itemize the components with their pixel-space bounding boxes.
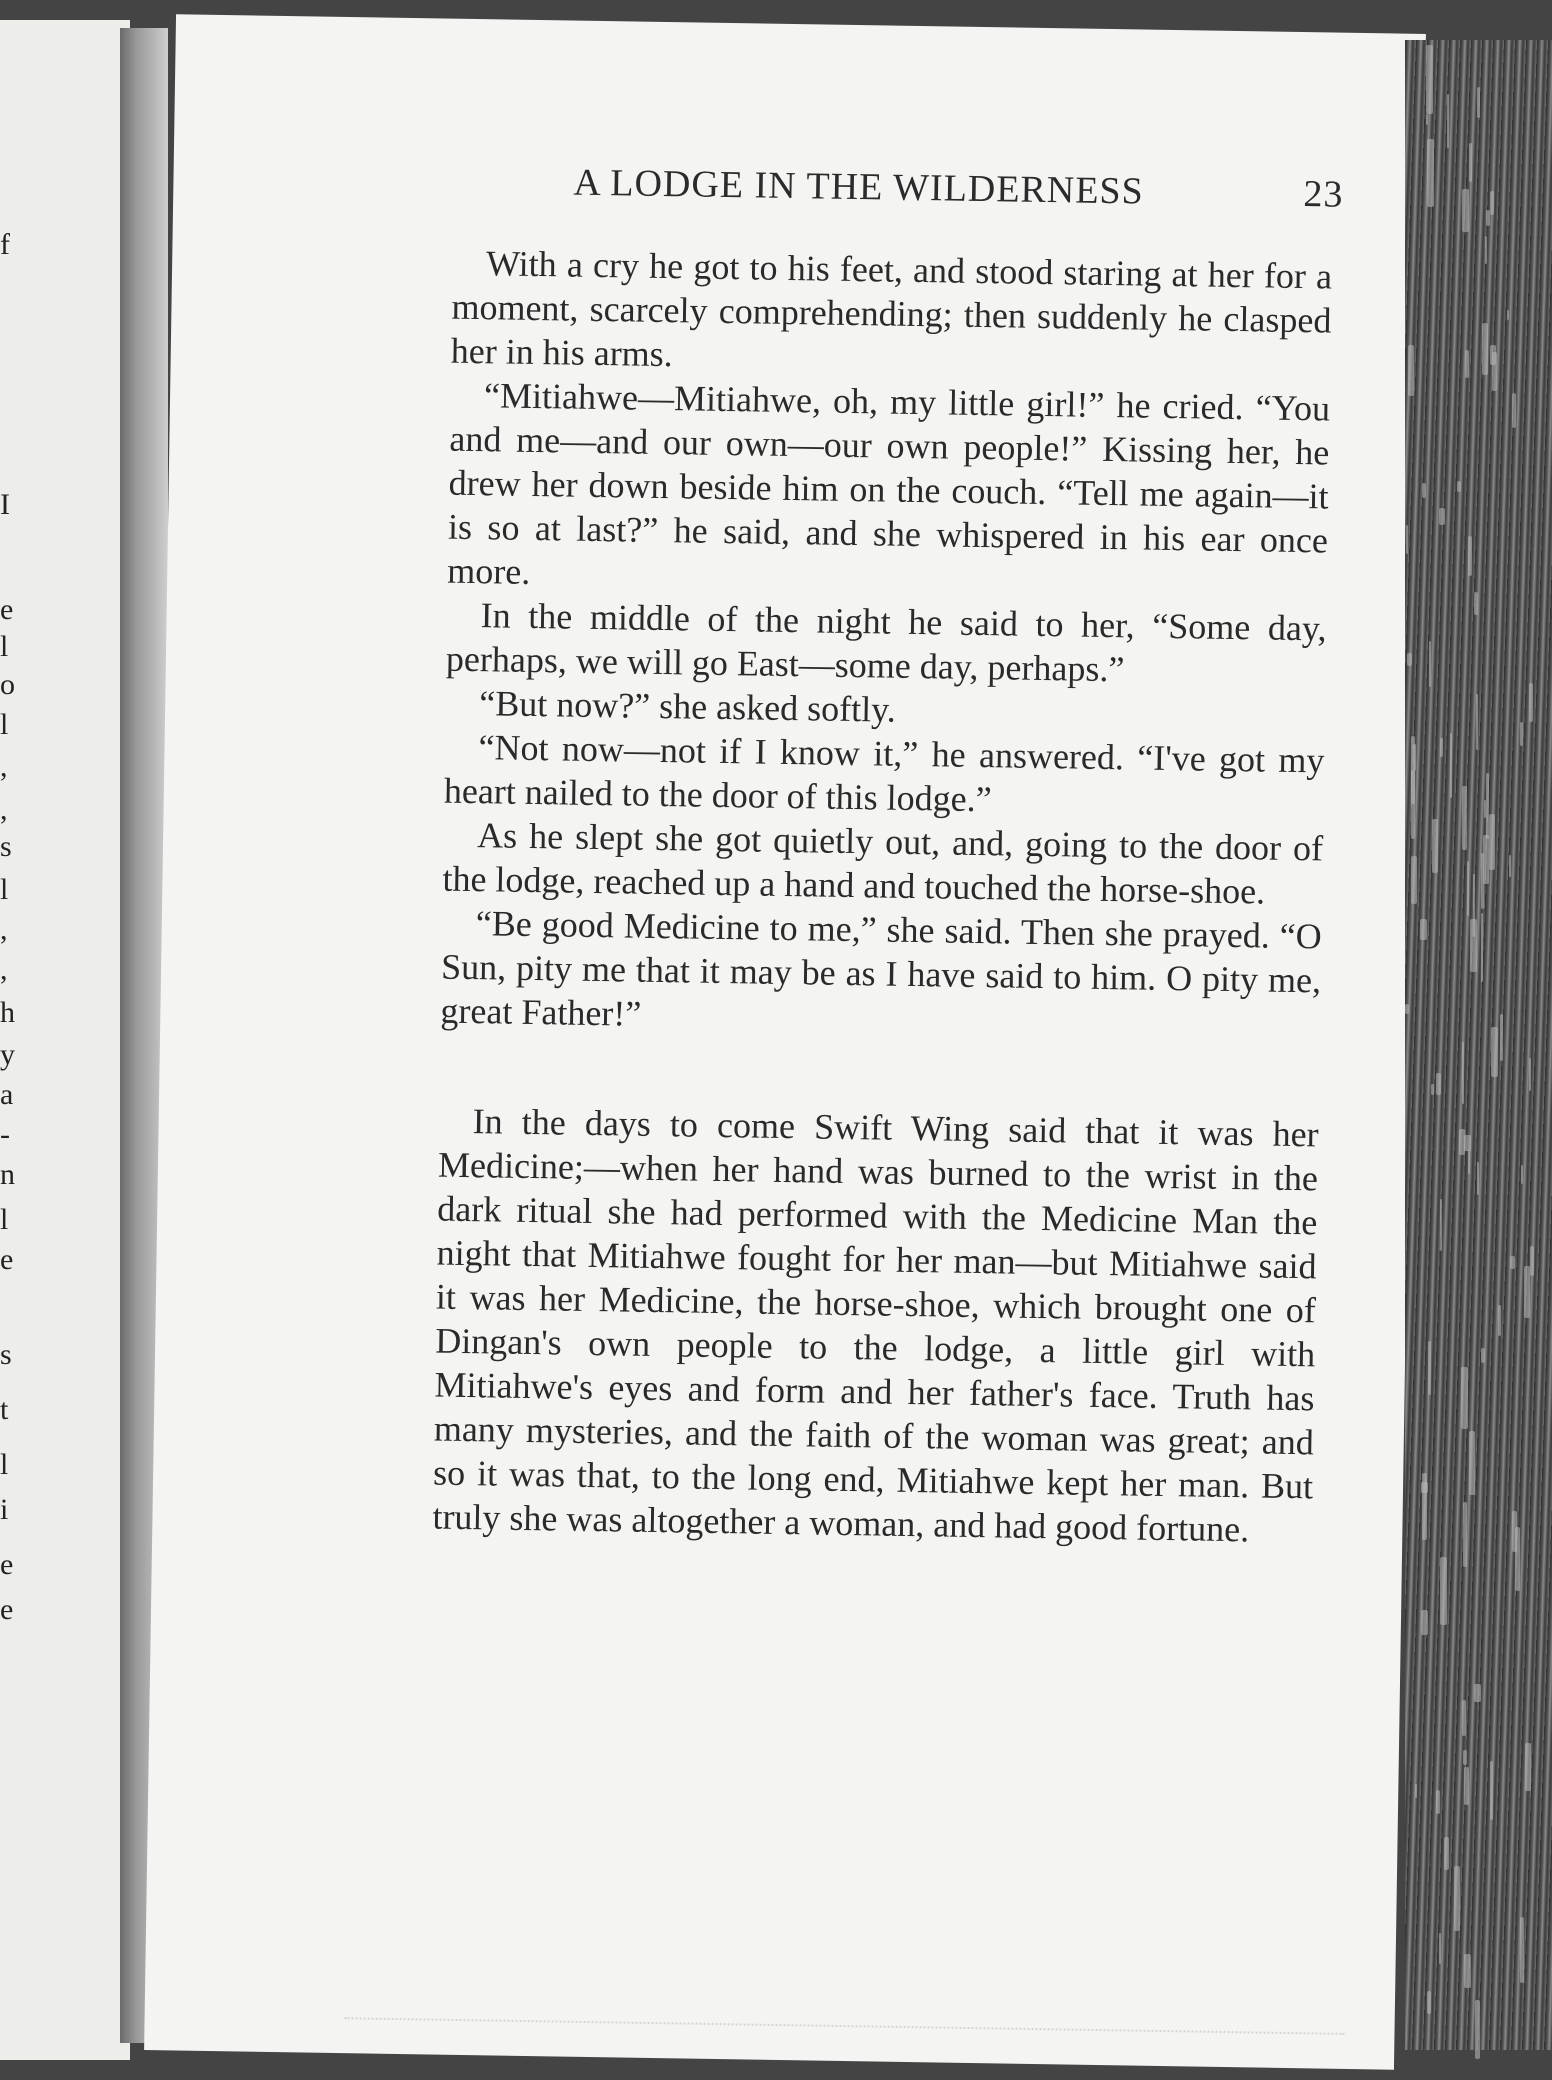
paragraph: With a cry he got to his feet, and stood staring at her for a moment, scarcely comprehending; then suddenly he clasped her in his arms. (450, 243, 1333, 375)
fore-edge-texture (1509, 855, 1511, 877)
previous-page-character: , (0, 953, 8, 986)
fore-edge-texture (1482, 323, 1488, 375)
previous-page-character: l (0, 630, 9, 663)
fore-edge-texture (1422, 483, 1426, 498)
fore-edge-texture (1520, 1917, 1524, 1983)
fore-edge-texture (1529, 1058, 1531, 1091)
fore-edge-texture (1447, 94, 1449, 148)
fore-edge-texture (1411, 856, 1417, 904)
previous-page-character: h (0, 996, 15, 1029)
previous-page-character: e (0, 1593, 14, 1626)
fore-edge-texture (1490, 191, 1494, 215)
previous-page-character: - (0, 1118, 10, 1151)
fore-edge-texture (1439, 508, 1445, 525)
previous-page-character: i (0, 1493, 9, 1526)
fore-edge-texture (1421, 1610, 1428, 1635)
fore-edge-texture (1420, 919, 1427, 940)
fore-edge-texture (1525, 1743, 1531, 1791)
paragraph: “But now?” she asked softly. (478, 683, 897, 730)
fore-edge-texture (1440, 1199, 1442, 1251)
previous-page-character: e (0, 593, 14, 626)
fore-edge-texture (1467, 861, 1469, 916)
previous-page-character: y (0, 1038, 15, 1071)
fore-edge-texture (1464, 1954, 1471, 1988)
fore-edge-texture (1485, 236, 1487, 264)
fore-edge-texture (1486, 210, 1490, 226)
fore-edge-texture (1440, 1557, 1447, 1625)
previous-page-character: s (0, 830, 12, 863)
fore-edge-texture (1468, 1150, 1470, 1174)
fore-edge-texture (1530, 1246, 1534, 1276)
previous-page-character: e (0, 1243, 14, 1276)
fore-edge-texture (1408, 345, 1414, 396)
running-head (413, 158, 1344, 233)
fore-edge-texture (1470, 919, 1477, 972)
fore-edge-texture (1432, 819, 1438, 873)
fore-edge-texture (1468, 536, 1472, 576)
previous-page-character: s (0, 1338, 12, 1371)
fore-edge-texture (1427, 1991, 1431, 2014)
book-fore-edge (1405, 40, 1552, 2050)
fore-edge-texture (1481, 913, 1483, 982)
previous-page-character: a (0, 1078, 14, 1111)
fore-edge-texture (1476, 694, 1478, 750)
previous-page-character: , (0, 793, 8, 826)
paragraph: “Not now—not if I know it,” he answered. “I've got my heart nailed to the door of this lodge.” (443, 727, 1325, 820)
previous-page-character: l (0, 873, 9, 906)
previous-page-character: I (0, 488, 10, 521)
book-page (144, 14, 1426, 2069)
fore-edge-texture (1429, 641, 1431, 687)
previous-page-character: t (0, 1393, 9, 1426)
paragraph: “Mitiahwe—Mitiahwe, oh, my little girl!” he cried. “You and me—and our own—our own people!” Kissing her, he drew her down beside him on the couch. “Tell me again—it is so at last?” he said, and she whispered in his ear once more. (447, 375, 1331, 592)
fore-edge-texture (1440, 738, 1443, 757)
fore-edge-texture (1407, 653, 1412, 666)
fore-edge-texture (1450, 733, 1452, 798)
fore-edge-texture (1463, 1750, 1467, 1765)
previous-page-character: e (0, 1548, 14, 1581)
fore-edge-texture (1465, 350, 1469, 378)
fore-edge-texture (1436, 1073, 1441, 1095)
fore-edge-texture (1464, 1135, 1471, 1151)
fore-edge-texture (1498, 1305, 1501, 1336)
fore-edge-texture (1426, 114, 1428, 125)
fore-edge-texture (1463, 1502, 1467, 1567)
fore-edge-texture (1428, 1341, 1431, 1395)
previous-page-character: l (0, 1448, 9, 1481)
fore-edge-texture (1462, 189, 1469, 232)
fore-edge-texture (1422, 1473, 1427, 1540)
fore-edge-texture (1490, 1761, 1493, 1820)
fore-edge-texture (1462, 1700, 1466, 1736)
previous-page-character: , (0, 913, 8, 946)
fore-edge-texture (1464, 1767, 1469, 1805)
previous-page-character: f (0, 228, 10, 261)
fore-edge-texture (1520, 722, 1523, 746)
previous-page-character: n (0, 1158, 15, 1191)
fore-edge-texture (1462, 1042, 1464, 1104)
fore-edge-texture (1486, 773, 1489, 839)
fore-edge-texture (1405, 1004, 1409, 1014)
fore-edge-texture (1489, 814, 1495, 870)
fore-edge-texture (1444, 1837, 1449, 1870)
fore-edge-texture (1510, 1256, 1515, 1269)
previous-page-character: , (0, 750, 8, 783)
fore-edge-texture (1529, 683, 1533, 722)
running-head-title: A LODGE IN THE WILDERNESS (573, 161, 1145, 213)
fore-edge-texture (1427, 139, 1434, 207)
fore-edge-texture (1507, 310, 1509, 320)
fore-edge-texture (1454, 1866, 1460, 1931)
fore-edge-texture (1461, 1367, 1468, 1429)
paragraph: “Be good Medicine to me,” she said. Then she prayed. “O Sun, pity me that it may be as I have said to him. O pity me, great Father!” (440, 903, 1323, 1034)
fore-edge-texture (1469, 143, 1472, 182)
fore-edge-texture (1481, 1348, 1485, 1363)
paragraph: As he slept she got quietly out, and, going to the door of the lodge, reached up a hand and touched the horse-shoe. (442, 815, 1324, 912)
fore-edge-texture (1475, 2000, 1480, 2059)
paragraph: In the days to come Swift Wing said that it was her Medicine;—when her hand was burned to the wrist in the dark ritual she had performed with the Medicine Man the night that Mitiahwe fought for her man—but Mitiahwe said it was her Medicine, the horse-shoe, which brought one of Dingan's own people to the lodge, a little girl with Mitiahwe's eyes and form and her father's face. Truth has many mysteries, and the faith of the woman was great; and so it was that, to the long end, Mitiahwe kept her man. But truly she was altogether a woman, and had good fortune. (432, 1101, 1319, 1550)
fore-edge-texture (1411, 736, 1415, 804)
page-number: 23 (1303, 173, 1344, 216)
fore-edge-texture (1491, 1027, 1498, 1077)
page-bottom-mark (345, 2017, 1345, 2039)
fore-edge-texture (1457, 481, 1461, 492)
fore-edge-texture (1477, 87, 1480, 118)
fore-edge-texture (1490, 345, 1496, 365)
paragraph: In the middle of the night he said to her, “Some day, perhaps, we will go East—some day, perhaps.” (445, 595, 1327, 690)
previous-page-character: l (0, 1203, 9, 1236)
fore-edge-texture (1469, 1431, 1475, 1495)
fore-edge-texture (1500, 1014, 1503, 1061)
fore-edge-texture (1462, 786, 1467, 850)
fore-edge-texture (1431, 1084, 1434, 1095)
body-text (432, 241, 1332, 1553)
fore-edge-texture (1439, 1933, 1441, 1964)
fore-edge-texture (1521, 1165, 1523, 1184)
fore-edge-texture (1515, 1527, 1520, 1591)
fore-edge-texture (1512, 393, 1516, 428)
fore-edge-texture (1474, 592, 1478, 615)
previous-page-character: l (0, 708, 9, 741)
fore-edge-texture (1474, 1684, 1481, 1702)
fore-edge-texture (1426, 45, 1433, 114)
fore-edge-texture (1436, 1790, 1440, 1814)
fore-edge-texture (1415, 1784, 1417, 1798)
fore-edge-texture (1477, 1162, 1479, 1195)
previous-page-edge (0, 20, 130, 2060)
fore-edge-texture (1406, 525, 1408, 554)
previous-page-character: o (0, 668, 15, 701)
